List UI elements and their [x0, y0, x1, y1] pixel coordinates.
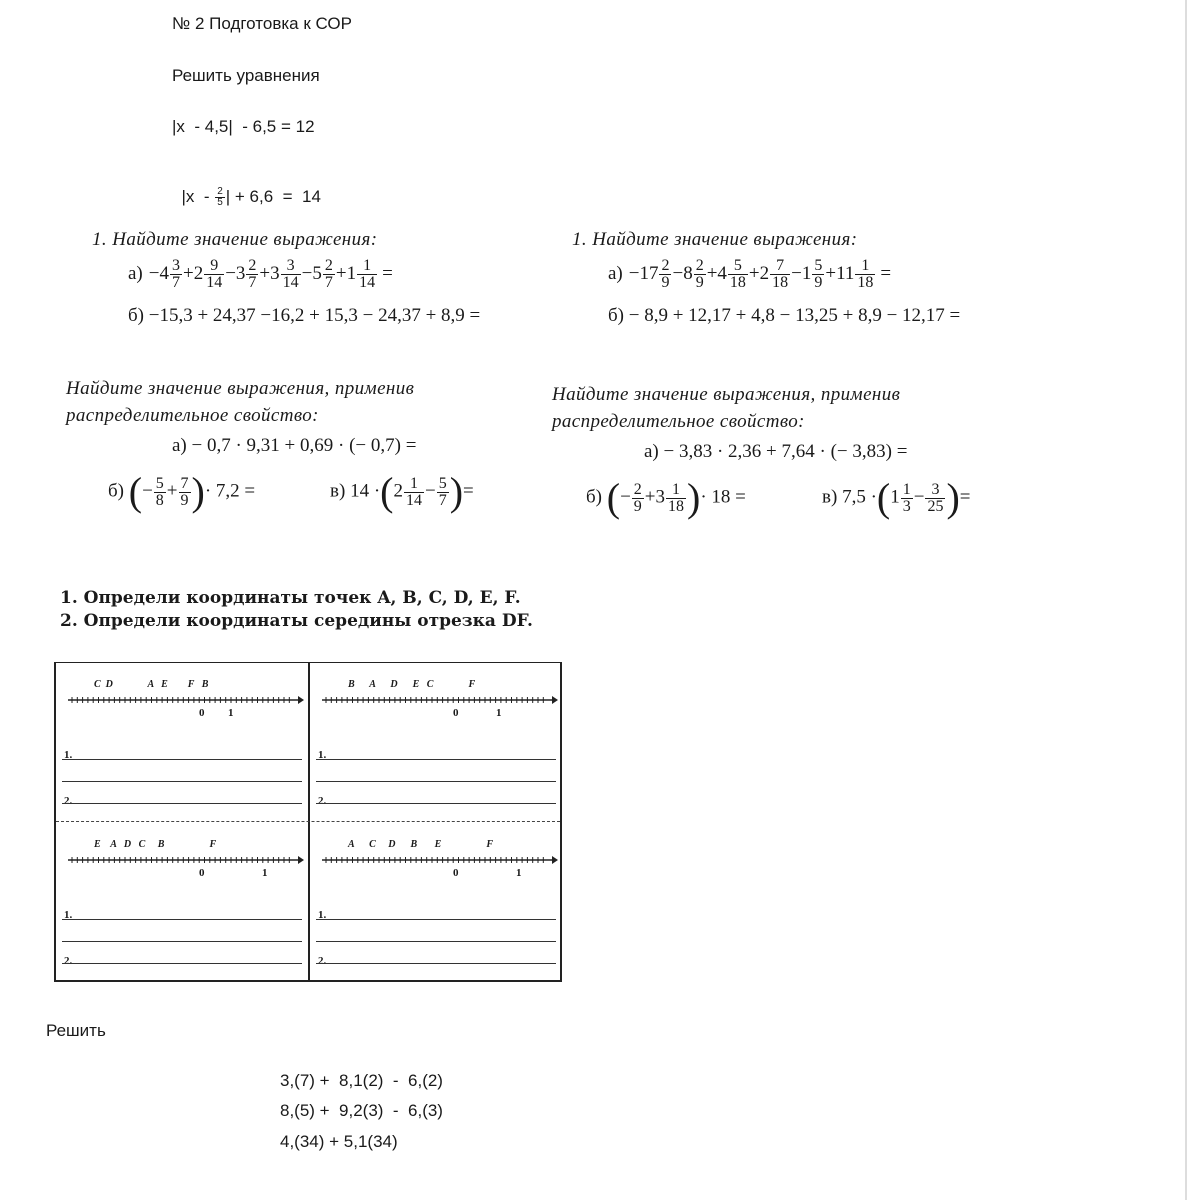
- head: 14 ·: [350, 480, 381, 502]
- answer-line[interactable]: [316, 941, 556, 942]
- whole-part: +2: [182, 262, 204, 284]
- equation-1: |x - 4,5| - 6,5 = 12: [172, 117, 315, 136]
- distributive-right-v: [822, 475, 971, 520]
- fraction: [770, 258, 790, 291]
- fraction-denominator: 8: [155, 491, 164, 509]
- tick-label-zero: 0: [199, 867, 205, 879]
- fraction: [323, 258, 335, 291]
- fraction-numerator: 3: [281, 258, 301, 275]
- fraction-denominator: 18: [729, 274, 746, 291]
- arrow-icon: [298, 696, 304, 704]
- minus-sign: −: [424, 480, 436, 502]
- answer-label: 2.: [64, 795, 73, 807]
- fraction-numerator: 5: [814, 257, 823, 274]
- point-letters: E A D C B F: [94, 839, 217, 850]
- distributive-left-title-2: распределительное свойство:: [66, 405, 319, 426]
- distributive-right-a: а) − 3,83 · 2,36 + 7,64 · (− 3,83) =: [644, 441, 908, 462]
- fraction-denominator: 7: [438, 491, 447, 509]
- label-a: а): [128, 262, 143, 284]
- answer-label: 1.: [64, 909, 73, 921]
- fraction-denominator: 9: [814, 274, 823, 291]
- solve-line: 3,(7) + 8,1(2) - 6,(2): [280, 1071, 443, 1090]
- distributive-left-a: а) − 0,7 · 9,31 + 0,69 · (− 0,7) =: [172, 435, 417, 456]
- equation-2-right: | + 6,6 = 14: [225, 187, 321, 206]
- answer-line[interactable]: [316, 803, 556, 804]
- fraction-denominator: 3: [902, 497, 911, 515]
- whole-part: +3: [259, 262, 280, 284]
- fraction: [281, 258, 301, 291]
- distributive-left-title-1: Найдите значение выражения, применив: [66, 378, 415, 399]
- fraction-denominator: 9: [633, 497, 642, 515]
- fraction-denominator: 7: [248, 274, 257, 291]
- fraction: [170, 258, 182, 291]
- answer-line[interactable]: [62, 941, 302, 942]
- label-b: б): [586, 486, 602, 508]
- fraction-numerator: 1: [666, 482, 686, 499]
- close-paren: ): [946, 475, 960, 520]
- equation-2: [172, 167, 321, 208]
- exercise-1-right-title: 1. Найдите значение выражения:: [572, 229, 858, 250]
- distributive-left-b: [108, 469, 256, 514]
- answer-line[interactable]: [316, 781, 556, 782]
- minus-sign: −: [620, 486, 631, 508]
- fraction-numerator: 7: [770, 258, 790, 275]
- coords-task-2: 2. Определи координаты середины отрезка DF.: [60, 611, 533, 631]
- fraction-numerator: 2: [695, 257, 704, 274]
- plus-sign: +: [166, 480, 178, 502]
- number-line-cell: [56, 663, 306, 821]
- fraction-denominator: 9: [180, 491, 189, 509]
- number-line-cell: [56, 823, 306, 981]
- fraction: [694, 258, 706, 291]
- exercise-1-left-a: [128, 258, 393, 291]
- equation-2-left: |x -: [181, 187, 215, 206]
- fraction: [659, 258, 671, 291]
- label-v: в): [822, 486, 838, 508]
- label-b: б): [108, 480, 124, 502]
- fraction-denominator: 18: [668, 497, 685, 515]
- tick-label-zero: 0: [199, 707, 205, 719]
- fraction-denominator: 14: [282, 274, 299, 291]
- fraction-numerator: 2: [661, 257, 670, 274]
- answer-line[interactable]: [62, 781, 302, 782]
- fraction-denominator: 14: [405, 491, 422, 509]
- number-line-table: [54, 662, 562, 982]
- fraction: [632, 482, 644, 515]
- number-line: [66, 853, 306, 867]
- equals-sign: =: [880, 262, 892, 284]
- exercise-1-right-b: б) − 8,9 + 12,17 + 4,8 − 13,25 + 8,9 − 12,17 =: [608, 305, 961, 326]
- tick-label-zero: 0: [453, 867, 459, 879]
- fraction: [204, 258, 224, 291]
- number-line: [320, 853, 560, 867]
- tick-label-one: 1: [228, 707, 234, 719]
- number-line-cell: [310, 663, 560, 821]
- fraction: [437, 476, 449, 509]
- minus-sign: −: [913, 486, 925, 508]
- arrow-icon: [298, 856, 304, 864]
- fraction-denominator: 18: [772, 274, 789, 291]
- solve-equations-heading: Решить уравнения: [172, 66, 320, 85]
- answer-line[interactable]: [62, 759, 302, 760]
- whole-part: +2: [748, 262, 770, 284]
- open-paren: (: [128, 469, 143, 514]
- fraction: [179, 476, 191, 509]
- fraction-numerator: 5: [155, 474, 164, 492]
- answer-label: 1.: [318, 749, 327, 761]
- fraction: [246, 258, 258, 291]
- fraction: [728, 258, 748, 291]
- fraction: [666, 482, 686, 515]
- tick-label-one: 1: [262, 867, 268, 879]
- fraction-denominator: 9: [695, 274, 704, 291]
- minus-sign: −: [142, 480, 153, 502]
- fraction-numerator: 1: [855, 258, 875, 275]
- fraction-numerator: 3: [925, 482, 945, 499]
- fraction-numerator: 2: [324, 257, 333, 274]
- open-paren: (: [876, 475, 891, 520]
- fraction-numerator: 2: [248, 257, 257, 274]
- plus-sign: +3: [644, 486, 666, 508]
- whole-part: −3: [225, 262, 246, 284]
- number-line: [66, 693, 306, 707]
- exercise-1-right-a: [608, 258, 891, 291]
- answer-line[interactable]: [62, 803, 302, 804]
- fraction-numerator: 7: [180, 474, 189, 492]
- label-v: в): [330, 480, 346, 502]
- whole-part: +4: [706, 262, 727, 284]
- fraction-numerator: 2: [633, 480, 642, 498]
- whole-part: −17: [628, 262, 659, 284]
- distributive-right-title-1: Найдите значение выражения, применив: [552, 384, 901, 405]
- answer-label: 2.: [318, 955, 327, 967]
- answer-label: 1.: [318, 909, 327, 921]
- answer-line[interactable]: [316, 963, 556, 964]
- number-line-cell: [310, 823, 560, 981]
- fraction-numerator: 3: [171, 257, 180, 274]
- fraction-numerator: 5: [438, 474, 447, 492]
- fraction-denominator: 5: [217, 197, 223, 209]
- fraction-numerator: 5: [728, 258, 748, 275]
- exercise-1-left-b: б) −15,3 + 24,37 −16,2 + 15,3 − 24,37 + 8,9 =: [128, 305, 481, 326]
- answer-label: 1.: [64, 749, 73, 761]
- whole-part: +11: [825, 262, 855, 284]
- whole-part: 1: [890, 486, 900, 508]
- fraction-denominator: 25: [927, 497, 944, 515]
- whole-part: +1: [335, 262, 357, 284]
- fraction-denominator: 7: [324, 274, 333, 291]
- whole-part: −8: [672, 262, 693, 284]
- close-paren: ): [687, 475, 701, 520]
- point-letters: B A D E C F: [348, 679, 476, 690]
- fraction-denominator: 14: [359, 274, 376, 291]
- distributive-left-v: [330, 469, 474, 514]
- answer-line[interactable]: [316, 919, 556, 920]
- fraction-numerator: 9: [204, 258, 224, 275]
- answer-line[interactable]: [62, 919, 302, 920]
- open-paren: (: [606, 475, 621, 520]
- tick-label-one: 1: [516, 867, 522, 879]
- tail: · 7,2 =: [204, 480, 256, 502]
- solve-line: 4,(34) + 5,1(34): [280, 1132, 398, 1151]
- point-letters: A C D B E F: [348, 839, 494, 850]
- fraction: [855, 258, 875, 291]
- tail: · 18 =: [700, 486, 746, 508]
- fraction-denominator: 14: [206, 274, 223, 291]
- solve-heading: Решить: [46, 1021, 106, 1040]
- point-letters: C D A E F B: [94, 679, 209, 690]
- label-a: а): [608, 262, 623, 284]
- open-paren: (: [380, 469, 394, 514]
- whole-part: −5: [301, 262, 322, 284]
- answer-line[interactable]: [316, 759, 556, 760]
- fraction-numerator: 2: [217, 186, 223, 198]
- whole-part: −1: [791, 262, 812, 284]
- fraction: [925, 482, 945, 515]
- tail: =: [959, 486, 971, 508]
- tick-label-zero: 0: [453, 707, 459, 719]
- close-paren: ): [449, 469, 464, 514]
- fraction: [901, 482, 913, 515]
- number-line: [320, 693, 560, 707]
- page-edge: [1185, 0, 1187, 1200]
- arrow-icon: [552, 696, 558, 704]
- fraction: [812, 258, 824, 291]
- table-divider-horizontal: [56, 821, 560, 822]
- tick-label-one: 1: [496, 707, 502, 719]
- answer-line[interactable]: [62, 963, 302, 964]
- distributive-right-title-2: распределительное свойство:: [552, 411, 805, 432]
- fraction-numerator: 1: [357, 258, 377, 275]
- head: 7,5 ·: [842, 486, 877, 508]
- whole-part: −4: [148, 262, 169, 284]
- distributive-right-b: [586, 475, 746, 520]
- fraction: [154, 476, 166, 509]
- fraction-denominator: 7: [171, 274, 180, 291]
- fraction: [404, 476, 424, 509]
- equals-sign: =: [382, 262, 393, 284]
- fraction-denominator: 9: [661, 274, 670, 291]
- arrow-icon: [552, 856, 558, 864]
- equation-2-fraction: [215, 187, 225, 208]
- fraction-numerator: 1: [404, 476, 424, 493]
- close-paren: ): [191, 469, 205, 514]
- fraction-numerator: 1: [902, 480, 911, 498]
- fraction-denominator: 18: [857, 274, 874, 291]
- answer-label: 2.: [64, 955, 73, 967]
- coords-task-1: 1. Определи координаты точек A, B, C, D, E, F.: [60, 588, 521, 608]
- whole-part: 2: [393, 480, 403, 502]
- fraction: [357, 258, 377, 291]
- solve-line: 8,(5) + 9,2(3) - 6,(3): [280, 1101, 443, 1120]
- page-title: № 2 Подготовка к СОР: [172, 14, 352, 33]
- exercise-1-left-title: 1. Найдите значение выражения:: [92, 229, 378, 250]
- tail: =: [463, 480, 474, 502]
- answer-label: 2.: [318, 795, 327, 807]
